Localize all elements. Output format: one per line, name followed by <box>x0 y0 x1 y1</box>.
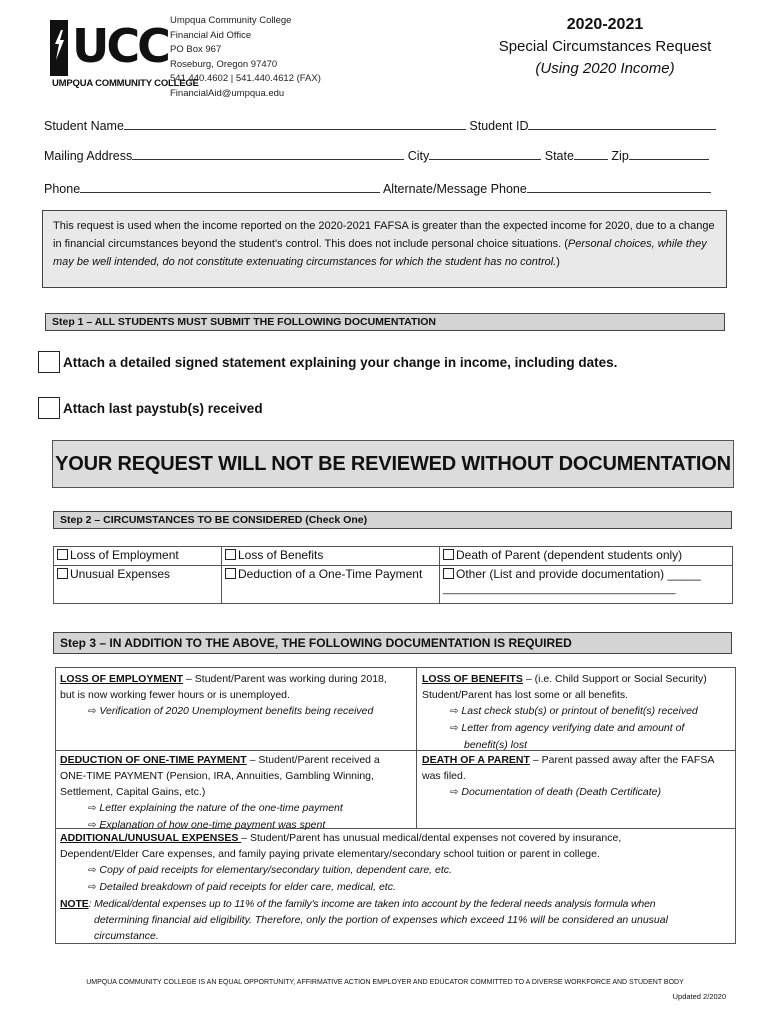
notice-close: ) <box>556 256 560 268</box>
notice-text: This request is used when the income reported on the 2020-2021 FAFSA is greater than the expected income for 2020, due to a change in financial circumstances beyond the student's control. This does not include personal choice situations. ( <box>53 220 715 250</box>
step1-item-label: Attach last paystub(s) received <box>63 400 263 416</box>
city-label: City <box>407 149 430 163</box>
form-title: Special Circumstances Request <box>498 38 712 55</box>
step2-heading: Step 2 – CIRCUMSTANCES TO BE CONSIDERED (Check One) <box>53 511 732 529</box>
phone-field[interactable] <box>80 181 380 193</box>
notice-box <box>42 210 727 288</box>
alternate-phone-field[interactable] <box>527 181 711 193</box>
phone-label: Phone <box>44 182 81 196</box>
state-field[interactable] <box>574 148 608 160</box>
loss-benefits-desc: Student/Parent has lost some or all benefits. <box>422 689 629 701</box>
updated-date: Updated 2/2020 <box>672 992 726 1001</box>
loss-benefits-desc: – (i.e. Child Support or Social Security) <box>522 673 707 685</box>
arrow-right-outline-icon: ⇨ <box>88 882 97 893</box>
deduction-desc: – Student/Parent received a <box>246 754 380 766</box>
deduction-block <box>60 752 412 834</box>
city-field[interactable] <box>429 148 541 160</box>
loss-benefits-doc: benefit(s) lost <box>464 739 528 751</box>
documentation-warning: YOUR REQUEST WILL NOT BE REVIEWED WITHOUT DOCUMENTATION <box>52 440 734 488</box>
mailing-address-label: Mailing Address <box>44 149 133 163</box>
loss-employment-desc: – Student/Parent was working during 2018, <box>183 673 387 685</box>
arrow-right-outline-icon: ⇨ <box>88 803 97 814</box>
divider <box>56 750 416 751</box>
arrow-right-outline-icon: ⇨ <box>88 865 97 876</box>
notice-italic-text: Personal choices, while they may be well intended, do not constitute extenuating circumstances for which the student has no control. <box>53 238 707 268</box>
loss-benefits-doc: Letter from agency verifying date and amount of <box>461 722 685 734</box>
step3-heading: Step 3 – IN ADDITION TO THE ABOVE, THE FOLLOWING DOCUMENTATION IS REQUIRED <box>53 632 732 654</box>
student-name-label: Student Name <box>44 119 124 133</box>
address-line: Umpqua Community College <box>170 15 292 26</box>
deduction-desc: Settlement, Capital Gains, etc.) <box>60 786 206 798</box>
alternate-phone-label: Alternate/Message Phone <box>382 182 527 196</box>
checkbox-icon[interactable] <box>443 568 454 579</box>
lightning-bolt-icon <box>53 30 65 60</box>
logo-college-name: UMPQUA COMMUNITY COLLEGE <box>52 78 199 89</box>
email-link[interactable]: FinancialAid@umpqua.edu <box>170 87 285 99</box>
step1-item-label: Attach a detailed signed statement explaining your change in income, including dates. <box>63 354 618 370</box>
zip-label: Zip <box>611 149 629 163</box>
option-loss-benefits[interactable] <box>222 547 440 566</box>
option-death-parent[interactable] <box>440 547 733 566</box>
field-row-phone <box>44 181 711 196</box>
deduction-title: DEDUCTION OF ONE-TIME PAYMENT <box>60 754 247 766</box>
deduction-doc: Letter explaining the nature of the one-time payment <box>99 802 343 814</box>
option-label: Unusual Expenses <box>70 567 171 581</box>
arrow-right-outline-icon: ⇨ <box>450 723 459 734</box>
checkbox-icon[interactable] <box>443 549 454 560</box>
unusual-expenses-doc: Copy of paid receipts for elementary/secondary tuition, dependent care, etc. <box>99 864 452 876</box>
death-parent-desc: was filed. <box>422 770 466 782</box>
form-title-block <box>470 14 740 80</box>
equal-opportunity-statement: UMPQUA COMMUNITY COLLEGE IS AN EQUAL OPPORTUNITY, AFFIRMATIVE ACTION EMPLOYER AND EDUCATOR COMMITTED TO A DIVERSE WORKFORCE AND STUDENT BODY <box>86 979 684 986</box>
address-line: 541.440.4602 | 541.440.4612 (FAX) <box>170 73 321 84</box>
loss-employment-block <box>60 671 412 720</box>
option-label: Loss of Employment <box>70 548 179 562</box>
note-text: : Medical/dental expenses up to 11% of the family's income are taken into account by the federal needs analysis formula when <box>88 898 656 910</box>
loss-benefits-title: LOSS OF BENEFITS <box>422 673 523 685</box>
table-row <box>54 547 733 566</box>
death-parent-desc: – Parent passed away after the FAFSA <box>529 754 715 766</box>
option-loss-employment[interactable] <box>54 547 222 566</box>
option-label: Other (List and provide documentation) _____ <box>456 567 701 581</box>
arrow-right-outline-icon: ⇨ <box>88 706 97 717</box>
checkbox-icon[interactable] <box>38 397 60 419</box>
checkbox-icon[interactable] <box>57 549 68 560</box>
form-year: 2020-2021 <box>566 16 644 33</box>
student-name-field[interactable] <box>124 118 466 130</box>
form-subtitle: (Using 2020 Income) <box>535 60 675 77</box>
note-label: NOTE <box>60 898 89 910</box>
loss-employment-title: LOSS OF EMPLOYMENT <box>60 673 184 685</box>
arrow-right-outline-icon: ⇨ <box>88 820 97 831</box>
loss-employment-desc: but is now working fewer hours or is unemployed. <box>60 689 290 701</box>
divider <box>416 668 417 828</box>
unusual-expenses-desc: – Student/Parent has unusual medical/dental expenses not covered by insurance, <box>241 832 622 844</box>
table-row <box>54 566 733 604</box>
field-row-name <box>44 118 716 133</box>
state-label: State <box>544 149 574 163</box>
death-parent-doc: Documentation of death (Death Certificate) <box>461 786 661 798</box>
step1-item-paystub[interactable] <box>38 397 263 419</box>
circumstances-table <box>53 546 733 604</box>
checkbox-icon[interactable] <box>38 351 60 373</box>
option-unusual-expenses[interactable] <box>54 566 222 604</box>
unusual-expenses-desc: Dependent/Elder Care expenses, and family paying private elementary/secondary school tuition or parent in college. <box>60 848 600 860</box>
documentation-requirements <box>55 667 736 944</box>
checkbox-icon[interactable] <box>225 549 236 560</box>
unusual-expenses-doc: Detailed breakdown of paid receipts for elder care, medical, etc. <box>99 881 396 893</box>
loss-employment-doc: Verification of 2020 Unemployment benefits being received <box>99 705 374 717</box>
unusual-expenses-title: ADDITIONAL/UNUSUAL EXPENSES <box>60 832 242 844</box>
address-line: PO Box 967 <box>170 44 222 55</box>
deduction-doc: Explanation of how one-time payment was spent <box>99 819 326 831</box>
option-other[interactable] <box>440 566 733 604</box>
zip-field[interactable] <box>629 148 709 160</box>
death-parent-block <box>422 752 734 801</box>
unusual-expenses-block <box>60 830 735 944</box>
student-id-field[interactable] <box>528 118 716 130</box>
checkbox-icon[interactable] <box>225 568 236 579</box>
death-parent-title: DEATH OF A PARENT <box>422 754 530 766</box>
option-label: Loss of Benefits <box>238 548 324 562</box>
mailing-address-field[interactable] <box>132 148 404 160</box>
step1-heading: Step 1 – ALL STUDENTS MUST SUBMIT THE FOLLOWING DOCUMENTATION <box>45 313 725 331</box>
loss-benefits-block <box>422 671 734 753</box>
option-label: Death of Parent (dependent students only) <box>456 548 683 562</box>
logo-text: UCC <box>72 19 168 73</box>
deduction-desc: ONE-TIME PAYMENT (Pension, IRA, Annuities, Gambling Winning, <box>60 770 374 782</box>
arrow-right-outline-icon: ⇨ <box>450 787 459 798</box>
option-deduction-payment[interactable] <box>222 566 440 604</box>
address-line: Financial Aid Office <box>170 29 252 41</box>
other-line-field[interactable]: ______________________________________ <box>443 583 676 595</box>
address-line: Roseburg, Oregon 97470 <box>170 58 278 70</box>
office-address <box>170 14 321 101</box>
option-label: Deduction of a One-Time Payment <box>238 567 423 581</box>
checkbox-icon[interactable] <box>57 568 68 579</box>
arrow-right-outline-icon: ⇨ <box>450 706 459 717</box>
field-row-address <box>44 148 709 163</box>
note-text: determining financial aid eligibility. Therefore, only the portion of expenses which exceed 11% will be considered an unusual <box>94 914 668 926</box>
loss-benefits-doc: Last check stub(s) or printout of benefit(s) received <box>461 705 698 717</box>
student-id-label: Student ID <box>469 119 529 133</box>
note-text: circumstance. <box>94 930 159 942</box>
step1-item-statement[interactable] <box>38 351 617 373</box>
